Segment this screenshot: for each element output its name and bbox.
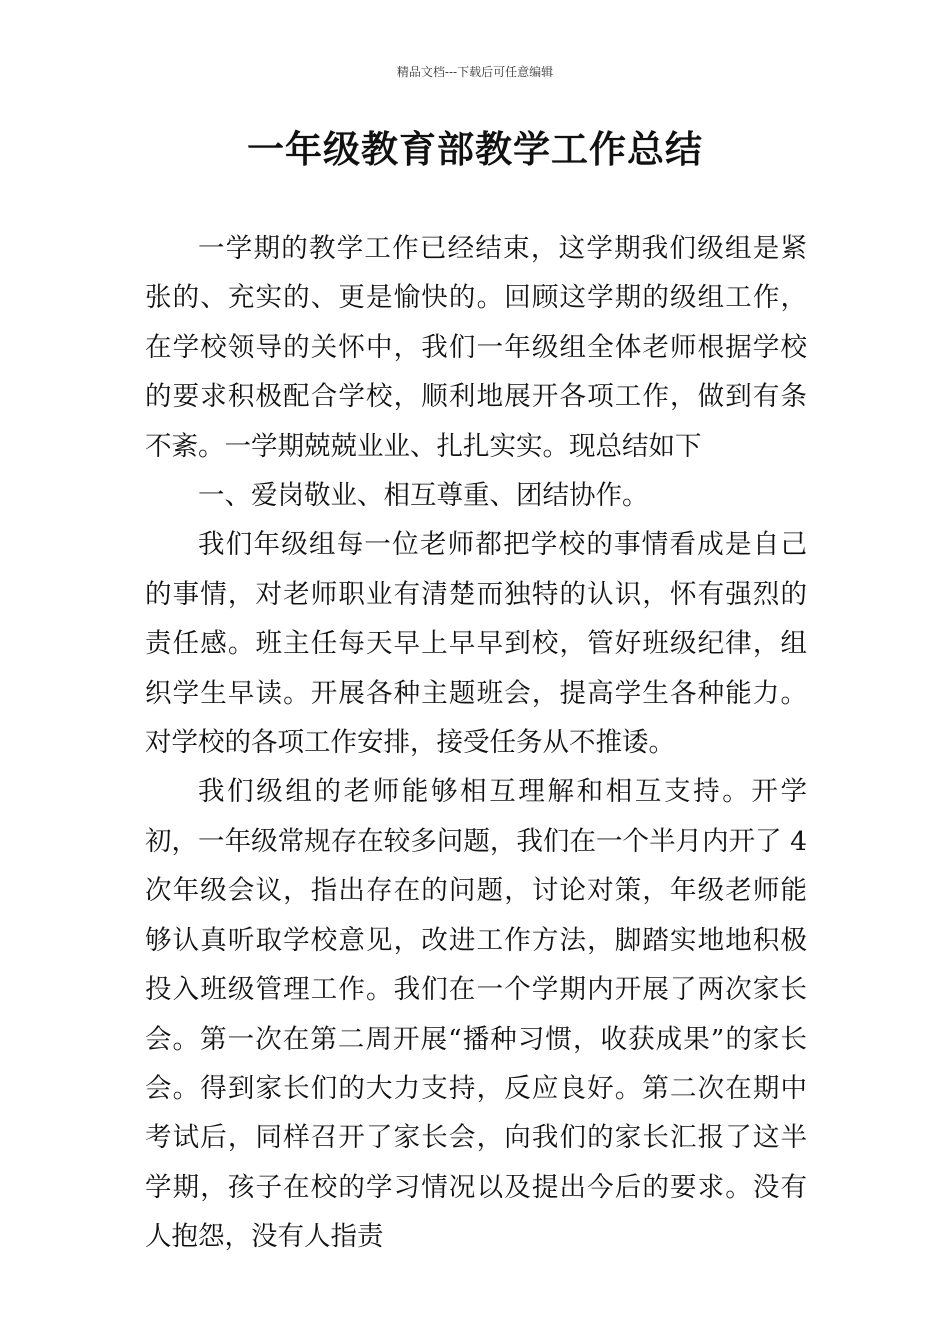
document-title: 一年级教育部教学工作总结: [247, 128, 703, 171]
paragraph-cooperation: 我们级组的老师能够相互理解和相互支持。开学初，一年级常规存在较多问题，我们在一个半月内开了 4 次年级会议，指出存在的问题，讨论对策，年级老师能够认真听取学校意见，改进工作方法，脚踏实地地积极投入班级管理工作。我们在一个学期内开展了两次家长会。第一次在第二周开展“播种习惯，收获成果”的家长会。得到家长们的大力支持，反应良好。第二次在期中考试后，同样召开了家长会，向我们的家长汇报了这半学期，孩子在校的学习情况以及提出今后的要求。没有人抱怨，没有人指责: [145, 776, 807, 1253]
paragraph-intro: 一学期的教学工作已经结束，这学期我们级组是紧张的、充实的、更是愉快的。回顾这学期的级组工作，在学校领导的关怀中，我们一年级组全体老师根据学校的要求积极配合学校，顺利地展开各项工作，做到有条不紊。一学期兢兢业业、扎扎实实。现总结如下: [145, 233, 807, 462]
header-note: 精品文档---下载后可任意编辑: [396, 65, 554, 79]
section-heading-1: 一、爱岗敬业、相互尊重、团结协作。: [198, 480, 649, 512]
paragraph-teachers: 我们年级组每一位老师都把学校的事情看成是自己的事情，对老师职业有清楚而独特的认识，怀有强烈的责任感。班主任每天早上早早到校，管好班级纪律，组织学生早读。开展各种主题班会，提高学生各种能力。对学校的各项工作安排，接受任务从不推诿。: [145, 529, 807, 759]
document-body: [145, 224, 807, 1262]
